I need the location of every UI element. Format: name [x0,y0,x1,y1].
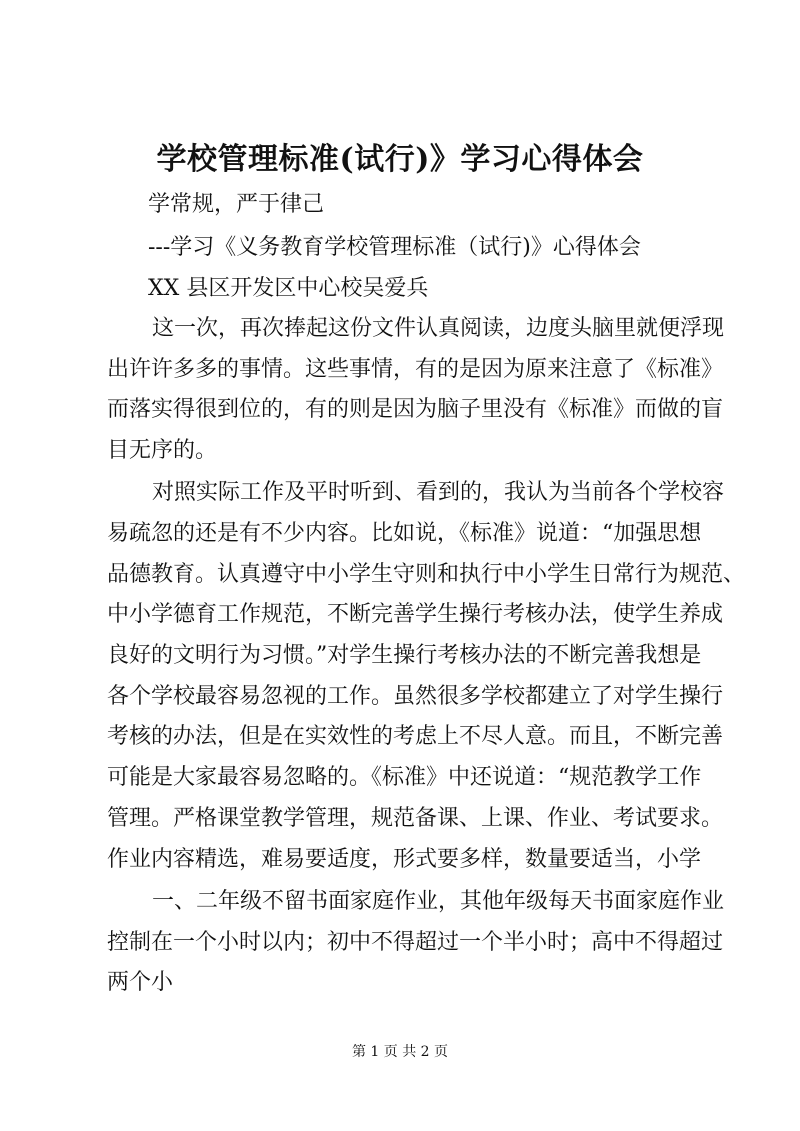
paragraph-line: 控制在一个小时以内；初中不得超过一个半小时；高中不得超过 [107,930,724,955]
subtitle-line: ---学习《义务教育学校管理标准（试行)》心得体会 [148,235,641,260]
paragraph-line: 中小学德育工作规范，不断完善学生操行考核办法，使学生养成 [107,602,724,627]
paragraph-line: 作业内容精选，难易要适度，形式要多样，数量要适当，小学 [107,847,702,872]
paragraph-line: 出许许多多的事情。这些事情，有的是因为原来注意了《标准》 [107,357,724,382]
paragraph-line: 品德教育。认真遵守中小学生守则和执行中小学生日常行为规范、 [107,562,746,587]
paragraph-line: 这一次，再次捧起这份文件认真阅读，边度头脑里就便浮现 [152,316,725,341]
paragraph-line: 管理。严格课堂教学管理，规范备课、上课、作业、考试要求。 [107,806,724,831]
paragraph-line: 易疏忽的还是有不少内容。比如说，《标准》说道：“加强思想 [107,521,702,546]
subtitle-line: 学常规，严于律己 [148,192,325,217]
page-number-footer: 第 1 页 共 2 页 [351,1044,449,1060]
paragraph-line: 目无序的。 [107,438,218,463]
paragraph-line: 各个学校最容易忽视的工作。虽然很多学校都建立了对学生操行 [107,684,724,709]
paragraph-line: 良好的文明行为习惯。”对学生操行考核办法的不断完善我想是 [107,643,702,668]
paragraph-line: 考核的办法，但是在实效性的考虑上不尽人意。而且，不断完善 [107,724,724,749]
paragraph-line: 两个小 [107,970,174,995]
paragraph-line: 一、二年级不留书面家庭作业，其他年级每天书面家庭作业 [152,889,725,914]
paragraph-line: 而落实得很到位的，有的则是因为脑子里没有《标准》而做的盲 [107,397,724,422]
author-line: XX 县区开发区中心校吴爱兵 [148,276,429,301]
paragraph-line: 可能是大家最容易忽略的。《标准》中还说道：“规范教学工作 [107,765,702,790]
paragraph-line: 对照实际工作及平时听到、看到的，我认为当前各个学校容 [152,480,725,505]
document-title: 学校管理标准(试行)》学习心得体会 [156,142,644,177]
